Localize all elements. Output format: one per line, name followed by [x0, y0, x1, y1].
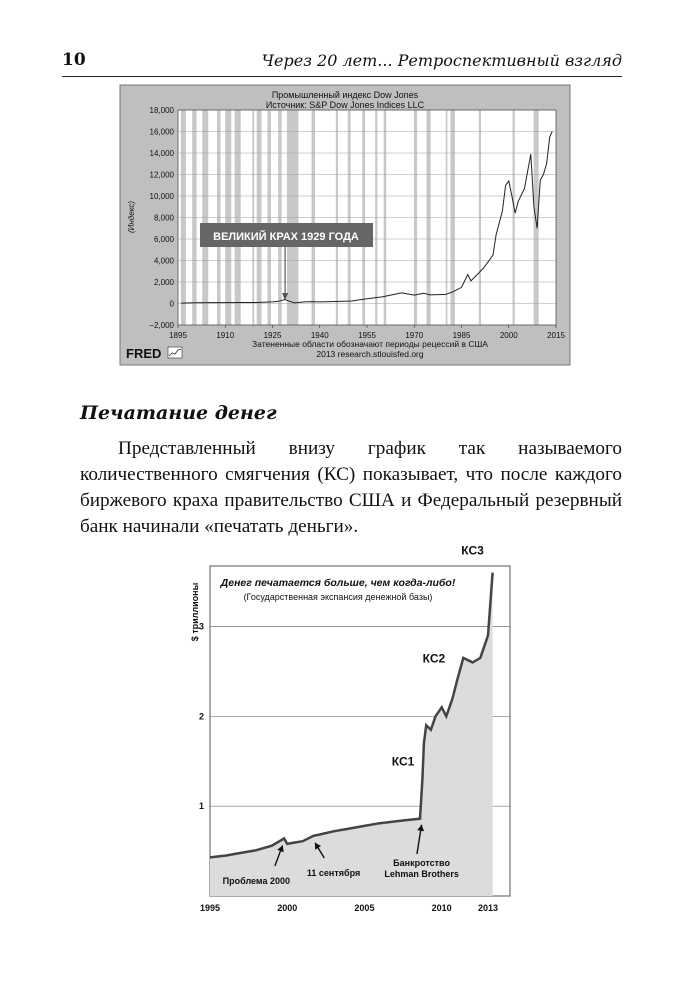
y-tick-label: 10,000	[149, 192, 174, 201]
x-tick-label: 1910	[216, 331, 235, 340]
running-title: Через 20 лет... Ретроспективный взгляд	[261, 51, 622, 70]
page-header	[62, 50, 622, 77]
monetary-base-chart	[188, 543, 518, 924]
x-tick-label: 1955	[358, 331, 376, 340]
x-axis-label: Затененные области обозначают периоды рецессий в США	[252, 339, 488, 349]
y-tick-label: 4,000	[153, 256, 174, 266]
body-paragraph: Представленный внизу график так называемого количественного смягчения (КС) показывает, что после каждого биржевого краха правительство США и Федеральный резервный банк начинали «печатать деньги».	[80, 438, 622, 537]
y-tick-label: 6,000	[153, 235, 174, 244]
page-number: 10	[62, 50, 86, 70]
x-tick-label: 2000	[499, 331, 518, 340]
annotation-qe1: КС1	[391, 754, 415, 769]
x-tick-label: 2000	[277, 903, 298, 913]
annotation-y2k: Проблема 2000	[222, 876, 291, 886]
annotation-lehman-brothers: Lehman Brothers	[384, 869, 459, 879]
x-tick-labels	[200, 903, 498, 913]
y-tick-label: 8,000	[153, 213, 174, 223]
x-tick-label: 1985	[452, 331, 471, 340]
chart-title: Промышленный индекс Dow Jones	[271, 90, 419, 100]
x-tick-label: 1940	[310, 331, 329, 340]
x-tick-label: 1925	[263, 331, 282, 340]
y-tick-label: −2,000	[149, 321, 174, 330]
y-tick-label: 0	[169, 299, 174, 309]
y-tick-label: 1	[198, 801, 204, 812]
y-tick-label: 2	[198, 711, 204, 722]
y-axis-label: $ триллионы	[190, 582, 200, 642]
y-tick-label: 2,000	[153, 278, 174, 287]
x-tick-label: 1995	[199, 903, 221, 913]
y-axis-label: (Индекс)	[127, 200, 136, 234]
y-tick-label: 12,000	[149, 170, 174, 180]
section-heading: Печатание денег	[80, 402, 277, 424]
x-tick-label: 1895	[169, 331, 187, 340]
chart-title: Денег печатается больше, чем когда-либо!	[220, 577, 456, 589]
dow-jones-chart	[120, 85, 570, 365]
annotation-qe3: КС3	[461, 543, 484, 558]
annotation-great-crash: ВЕЛИКИЙ КРАХ 1929 ГОДА	[213, 231, 359, 243]
y-tick-label: 18,000	[149, 106, 174, 115]
x-tick-label: 2010	[431, 903, 452, 913]
chart-subtitle: (Государственная экспансия денежной базы)	[243, 592, 433, 602]
annotation-sept-11: 11 сентября	[306, 868, 361, 878]
chart-footer: 2013 research.stlouisfed.org	[316, 349, 424, 359]
fred-logo-icon	[168, 347, 182, 358]
y-tick-label: 14,000	[149, 149, 174, 158]
y-tick-labels	[199, 622, 204, 812]
chart-subtitle: Источник: S&P Dow Jones Indices LLC	[265, 100, 425, 110]
x-tick-label: 1970	[405, 331, 424, 340]
annotation-qe2: КС2	[422, 651, 446, 666]
x-tick-label: 2013	[477, 903, 499, 913]
x-tick-label: 2015	[547, 331, 565, 340]
annotation-bankruptcy: Банкротство	[393, 858, 450, 868]
fred-logo: FRED	[126, 346, 162, 361]
x-tick-label: 2005	[354, 903, 375, 913]
y-tick-label: 3	[198, 621, 204, 632]
y-tick-label: 16,000	[149, 127, 174, 137]
